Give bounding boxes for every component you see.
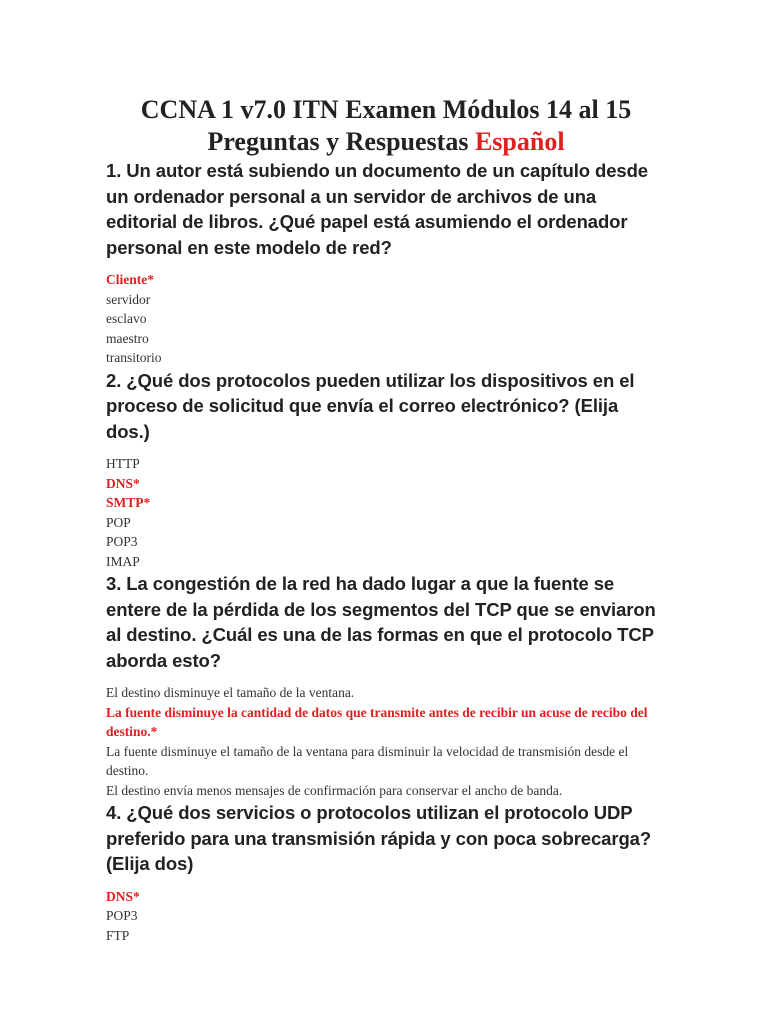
answer-option-correct: Cliente*	[106, 272, 154, 287]
answer-list	[106, 683, 666, 800]
question-block	[106, 800, 666, 945]
answer-option: maestro	[106, 330, 149, 346]
question-block	[106, 571, 666, 800]
answer-option: POP3	[106, 908, 138, 923]
answer-list	[106, 454, 666, 571]
question-text: 4. ¿Qué dos servicios o protocolos utilizan el protocolo UDP preferido para una transmisión rápida y con poca sobrecarga? (Elija dos)	[106, 802, 652, 874]
answer-option: El destino envía menos mensajes de confirmación para conservar el ancho de banda.	[106, 782, 563, 798]
document-title	[106, 94, 666, 158]
question-list	[106, 158, 666, 945]
answer-option: transitorio	[106, 350, 162, 365]
question-text: 3. La congestión de la red ha dado lugar a que la fuente se entere de la pérdida de los segmentos del TCP que se enviaron al destino. ¿Cuál es una de las formas en que el protocolo TCP aborda esto?	[106, 573, 656, 671]
answer-option: IMAP	[106, 553, 140, 569]
answer-option: POP	[106, 514, 131, 530]
answer-option: POP3	[106, 534, 138, 549]
answer-option: FTP	[106, 927, 130, 943]
title-line-1: CCNA 1 v7.0 ITN Examen Módulos 14 al 15	[140, 95, 632, 124]
answer-option: El destino disminuye el tamaño de la ventana.	[106, 685, 355, 700]
title-accent-language: Español	[474, 127, 565, 156]
answer-list	[106, 270, 666, 368]
answer-option-correct: La fuente disminuye la cantidad de datos que transmite antes de recibir un acuse de recibo del destino.*	[106, 704, 648, 739]
question-block	[106, 368, 666, 572]
answer-option: esclavo	[106, 311, 147, 326]
question-text: 1. Un autor está subiendo un documento de un capítulo desde un ordenador personal a un servidor de archivos de una editorial de libros. ¿Qué papel está asumiendo el ordenador personal en este modelo de red?	[106, 160, 648, 258]
answer-option-correct: SMTP*	[106, 495, 151, 510]
answer-option-correct: DNS*	[106, 888, 140, 904]
answer-option: servidor	[106, 291, 151, 307]
title-line-2: Preguntas y Respuestas	[207, 127, 475, 156]
document-page	[106, 94, 666, 945]
answer-list	[106, 887, 666, 946]
question-block	[106, 158, 666, 368]
answer-option: La fuente disminuye el tamaño de la ventana para disminuir la velocidad de transmisión desde el destino.	[106, 743, 629, 778]
answer-option-correct: DNS*	[106, 475, 140, 491]
answer-option: HTTP	[106, 456, 140, 471]
question-text: 2. ¿Qué dos protocolos pueden utilizar los dispositivos en el proceso de solicitud que envía el correo electrónico? (Elija dos.)	[106, 369, 635, 442]
